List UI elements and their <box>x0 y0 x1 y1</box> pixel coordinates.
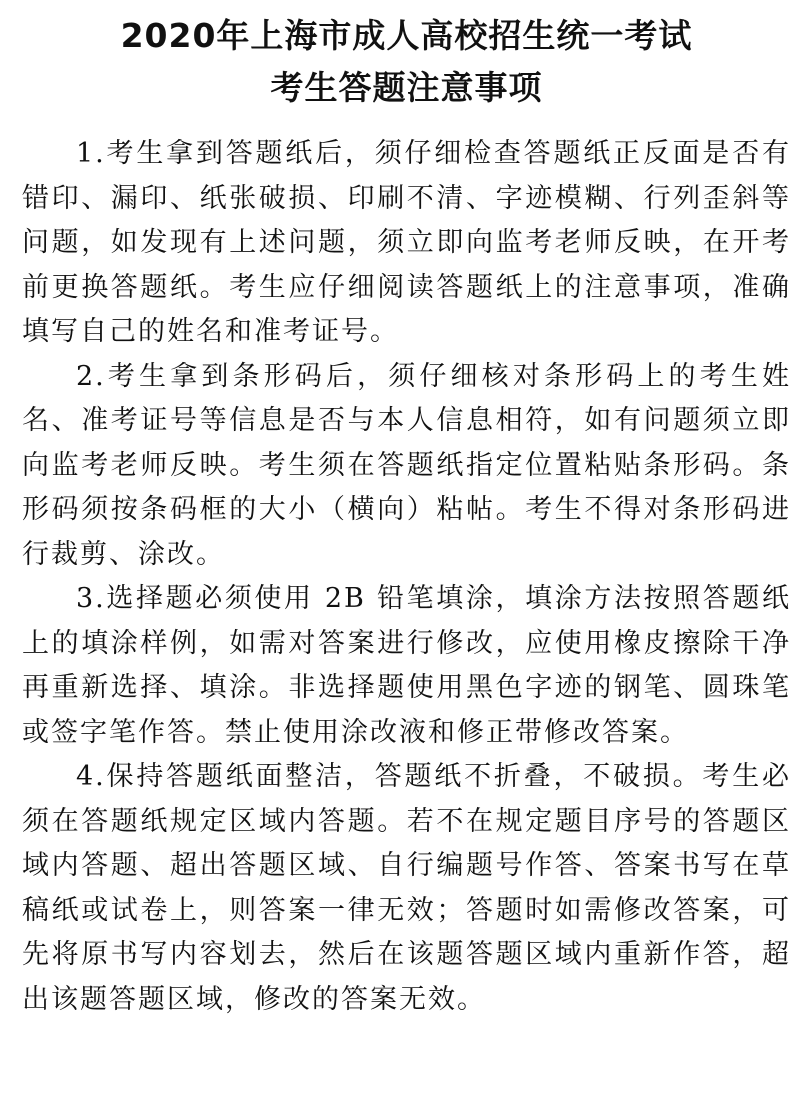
document-title: 2020年上海市成人高校招生统一考试 <box>120 16 693 55</box>
document-subtitle: 考生答题注意事项 <box>270 68 543 107</box>
paragraph-2: 2.考生拿到条形码后，须仔细核对条形码上的考生姓名、准考证号等信息是否与本人信息相符，如有问题须立即向监考老师反映。考生须在答题纸指定位置粘贴条形码。条形码须按条码框的大小（横向）粘帖。考生不得对条形码进行裁剪、涂改。 <box>22 360 791 570</box>
paragraph-1: 1.考生拿到答题纸后，须仔细检查答题纸正反面是否有错印、漏印、纸张破损、印刷不清、字迹模糊、行列歪斜等问题，如发现有上述问题，须立即向监考老师反映，在开考前更换答题纸。考生应仔细阅读答题纸上的注意事项，准确填写自己的姓名和准考证号。 <box>22 138 791 347</box>
paragraph-4: 4.保持答题纸面整洁，答题纸不折叠，不破损。考生必须在答题纸规定区域内答题。若不在规定题目序号的答题区域内答题、超出答题区域、自行编题号作答、答案书写在草稿纸或试卷上，则答案一律无效；答题时如需修改答案，可先将原书写内容划去，然后在该题答题区域内重新作答，超出该题答题区域，修改的答案无效。 <box>22 761 791 1015</box>
paragraph-3: 3.选择题必须使用 2B 铅笔填涂，填涂方法按照答题纸上的填涂样例，如需对答案进行修改，应使用橡皮擦除干净再重新选择、填涂。非选择题使用黑色字迹的钢笔、圆珠笔或签字笔作答。禁止使用涂改液和修正带修改答案。 <box>22 583 791 748</box>
